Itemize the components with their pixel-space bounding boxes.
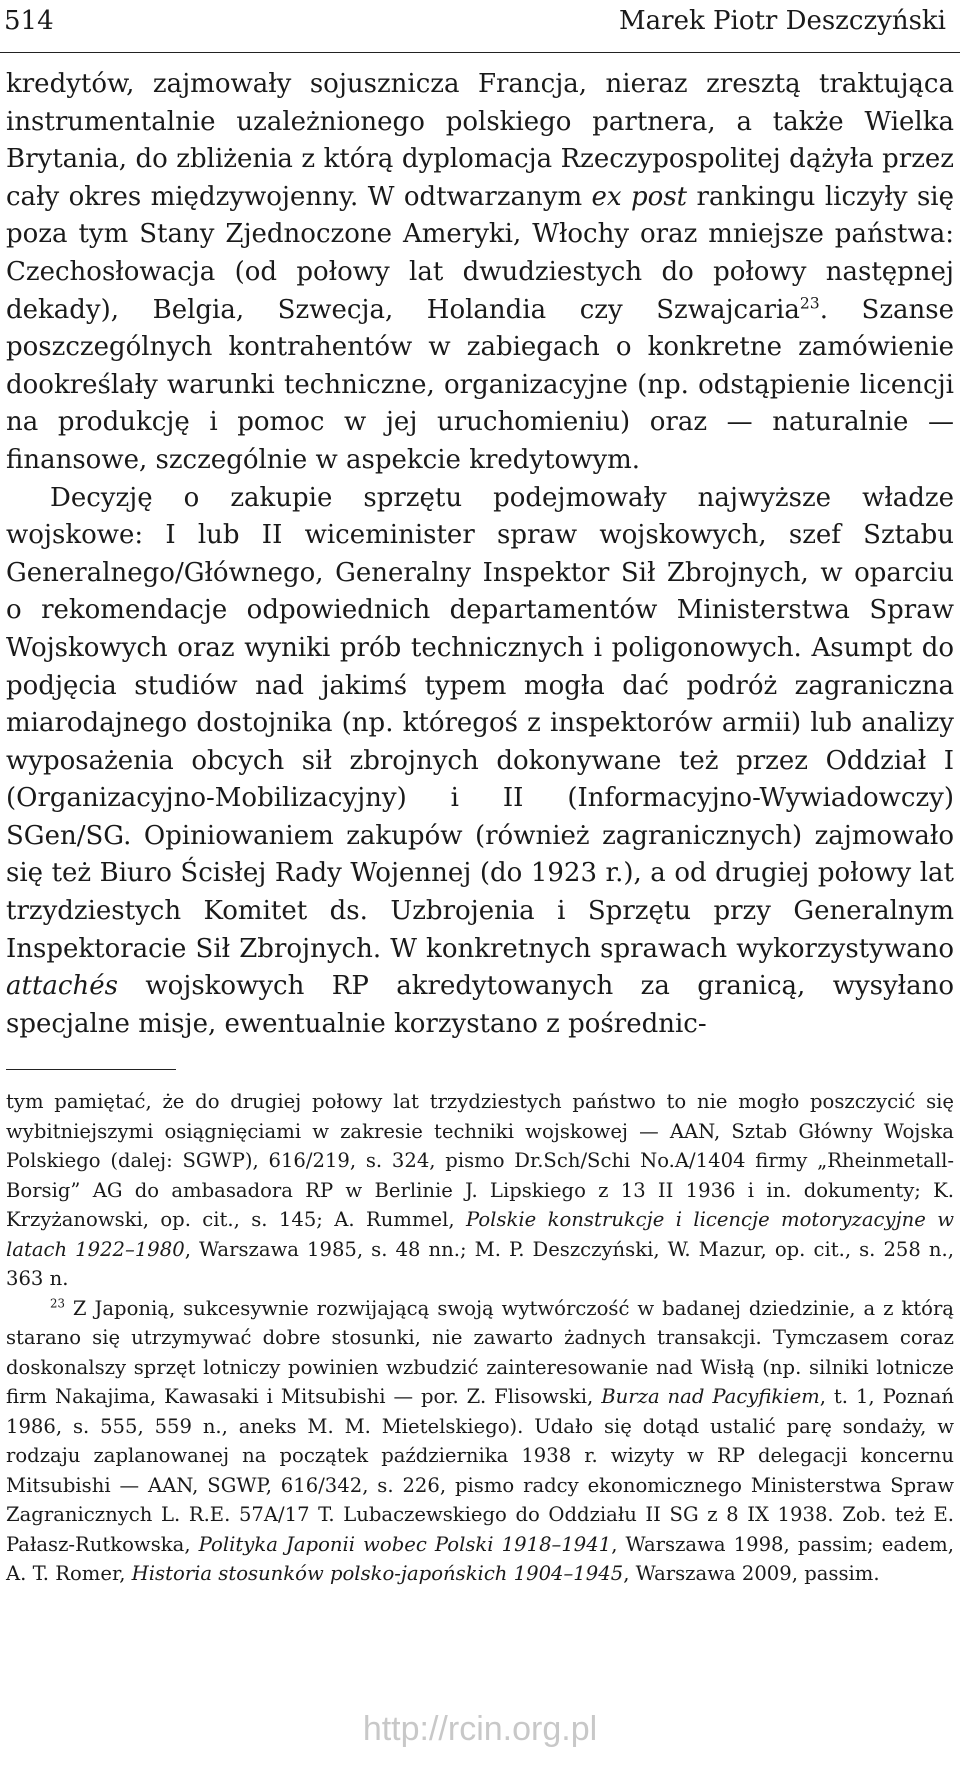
footnote-continued-italic: Polskie konstrukcje i licencje motoryzacyjne w latach 1922–1980 bbox=[6, 1208, 955, 1261]
paragraph-2 bbox=[6, 480, 954, 1044]
paragraph-2-text-a: Decyzję o zakupie sprzętu podejmowały najwyższe władze wojskowe: I lub II wiceminister spraw wojskowych, szef Sztabu Generalnego/Głównego, Generalny Inspektor Sił Zbrojnych, w oparciu o rekomendacje odpowiednich departamentów Ministerstwa Spraw Wojskowych oraz wyniki prób technicznych i poligonowych. Asumpt do podjęcia studiów nad jakimś typem mogła dać podróż zagraniczna miarodajnego dostojnika (np. któregoś z inspektorów armii) lub analizy wyposażenia obcych sił zbrojnych dokonywane też przez Oddział I (Organizacyjno-Mobilizacyjny) i II (Informacyjno-Wywiadowczy) SGen/SG. Opiniowaniem zakupów (również zagranicznych) zajmowało się też Biuro Ścisłej Rady Wojennej (do 1923 r.), a od drugiej połowy lat trzydziestych Komitet ds. Uzbrojenia i Sprzętu przy Generalnym Inspektoracie Sił Zbrojnych. W konkretnych sprawach wykorzystywano bbox=[6, 482, 954, 964]
footnote-reference: 23 bbox=[799, 293, 820, 312]
footnote-23-italic-a: Burza nad Pacyfikiem bbox=[601, 1385, 820, 1408]
footnote-23 bbox=[6, 1294, 954, 1589]
footnote-continued-text-b: , Warszawa 1985, s. 48 nn.; M. P. Deszczyński, W. Mazur, op. cit., s. 258 n., 363 n. bbox=[6, 1237, 954, 1290]
footnote-23-text-c: , Warszawa 1998, passim; eadem, A. T. Romer, bbox=[6, 1532, 954, 1585]
footnote-continued-text-a: tym pamiętać, że do drugiej połowy lat trzydziestych państwo to nie mogło poszczycić się wybitniejszymi osiągnięciami w zakresie techniki wojskowej — AAN, Sztab Główny Wojska Polskiego (dalej: SGWP), 616/219, s. 324, pismo Dr.Sch/Schi No.A/1404 firmy „Rheinmetall-Borsig” AG do ambasadora RP w Berlinie J. Lipskiego z 13 II 1936 i in. dokumenty; K. Krzyżanowski, op. cit., s. 145; A. Rummel, bbox=[6, 1090, 954, 1231]
footnote-23-text-a: Z Japonią, sukcesywnie rozwijającą swoją wytwórczość w badanej dziedzinie, a z którą starano się utrzymywać dobre stosunki, nie zawarto żadnych transakcji. Tymczasem coraz doskonalszy sprzęt lotniczy powinien wzbudzić zainteresowanie nad Wisłą (np. silniki lotnicze firm Nakajima, Kawasaki i Mitsubishi — por. Z. Flisowski, bbox=[6, 1296, 954, 1408]
main-text bbox=[6, 66, 954, 1043]
running-head-author: Marek Piotr Deszczyński bbox=[619, 6, 946, 36]
footnote-23-text-b: , t. 1, Poznań 1986, s. 555, 559 n., aneks M. M. Mietelskiego). Udało się dotąd ustalić parę sondaży, w rodzaju zaplanowanej na początek października 1938 r. wizyty w RP delegacji koncernu Mitsubishi — AAN, SGWP, 616/342, s. 226, pismo radcy ekonomicznego Ministerstwa Spraw Zagranicznych L. R.E. 57A/17 T. Lubaczewskiego do Oddziału II SG z 8 IX 1938. Zob. też E. Pałasz-Rutkowska, bbox=[6, 1385, 955, 1556]
paragraph-2-italic: attachés bbox=[6, 971, 118, 1002]
footnote-separator bbox=[6, 1069, 176, 1070]
footnote-23-number: 23 bbox=[50, 1295, 65, 1310]
page-number: 514 bbox=[4, 6, 54, 36]
footnote-23-italic-b: Polityka Japonii wobec Polski 1918–1941 bbox=[198, 1532, 612, 1556]
footnotes bbox=[6, 1087, 954, 1589]
paragraph-1-text-a: kredytów, zajmowały sojusznicza Francja, nieraz zresztą traktująca instrumentalnie uzależnionego polskiego partnera, a także Wielka Brytania, do zbliżenia z którą dyplomacja Rzeczypospolitej dążyła przez cały okres międzywojenny. W odtwarzanym bbox=[6, 69, 954, 212]
watermark-url: http://rcin.org.pl bbox=[362, 1710, 598, 1748]
page-header bbox=[0, 0, 960, 53]
paragraph-2-text-b: wojskowych RP akredytowanych za granicą, wysyłano specjalne misje, ewentualnie korzystano z pośrednic- bbox=[6, 971, 954, 1039]
footnote-23-text-d: , Warszawa 2009, passim. bbox=[623, 1562, 880, 1585]
paragraph-1 bbox=[6, 66, 954, 480]
footnote-continued bbox=[6, 1087, 954, 1294]
paragraph-1-text-c: . Szanse poszczególnych kontrahentów w zabiegach o konkretne zamówienie dookreślały warunki techniczne, organizacyjne (np. odstąpienie licencji na produkcję i pomoc w jej uruchomieniu) oraz — naturalnie — finansowe, szczególnie w aspekcie kredytowym. bbox=[6, 294, 954, 475]
footnote-23-italic-c: Historia stosunków polsko-japońskich 1904–1945 bbox=[131, 1562, 624, 1585]
paragraph-1-text-b: rankingu liczyły się poza tym Stany Zjednoczone Ameryki, Włochy oraz mniejsze państwa: Czechosłowacja (od połowy lat dwudziestych do połowy następnej dekady), Belgia, Szwecja, Holandia czy Szwajcaria bbox=[6, 181, 954, 325]
paragraph-1-italic: ex post bbox=[591, 181, 688, 212]
